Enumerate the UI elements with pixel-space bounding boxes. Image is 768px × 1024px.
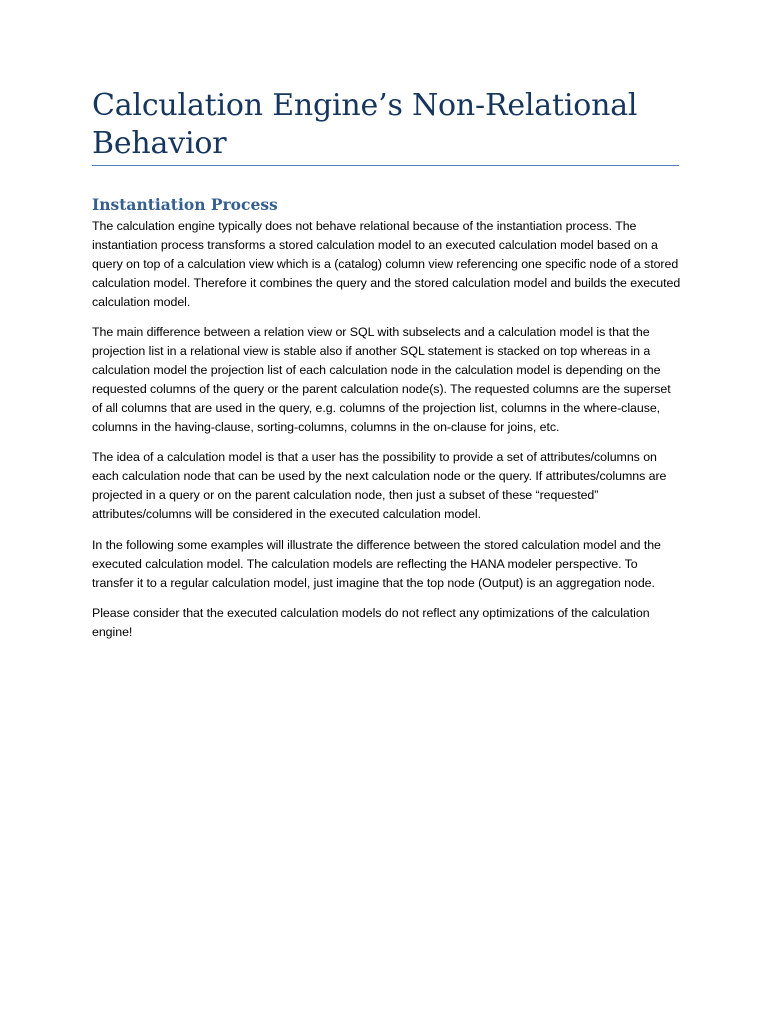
paragraph-4: In the following some examples will illustrate the difference between the stored calculation model and the executed calculation model. The calculation models are reflecting the HANA modeler perspective. To transfer it to a regular calculation model, just imagine that the top node (Output) is an aggregation node. <box>92 537 661 590</box>
paragraph-2: The main difference between a relation view or SQL with subselects and a calculation model is that the projection list in a relational view is stable also if another SQL statement is stacked on top whereas in a calculation model the projection list of each calculation node in the calculation model is depending on the requested columns of the query or the parent calculation node(s). The requested columns are the superset of all columns that are used in the query, e.g. columns of the projection list, columns in the where-clause, columns in the having-clause, sorting-columns, columns in the on-clause for joins, etc. <box>92 325 671 435</box>
paragraph-5: Please consider that the executed calculation models do not reflect any optimizations of the calculation engine! <box>92 606 650 640</box>
paragraph-1: The calculation engine typically does not behave relational because of the instantiation process. The instantiation process transforms a stored calculation model to an executed calculation model based on a query on top of a calculation view which is a (catalog) column view referencing one specific node of a stored calculation model. Therefore it combines the query and the stored calculation model and builds the executed calculation model. <box>92 219 681 309</box>
paragraph-3: The idea of a calculation model is that a user has the possibility to provide a set of attributes/columns on each calculation node that can be used by the next calculation node or the query. If attributes/columns are projected in a query or on the parent calculation node, then just a subset of these “requested” attributes/columns will be considered in the executed calculation model. <box>92 450 667 522</box>
document-body <box>92 194 682 654</box>
page-title: Calculation Engine’s Non-Relational Behavior <box>92 88 638 161</box>
title-divider <box>92 165 679 166</box>
section-heading: Instantiation Process <box>92 195 278 214</box>
